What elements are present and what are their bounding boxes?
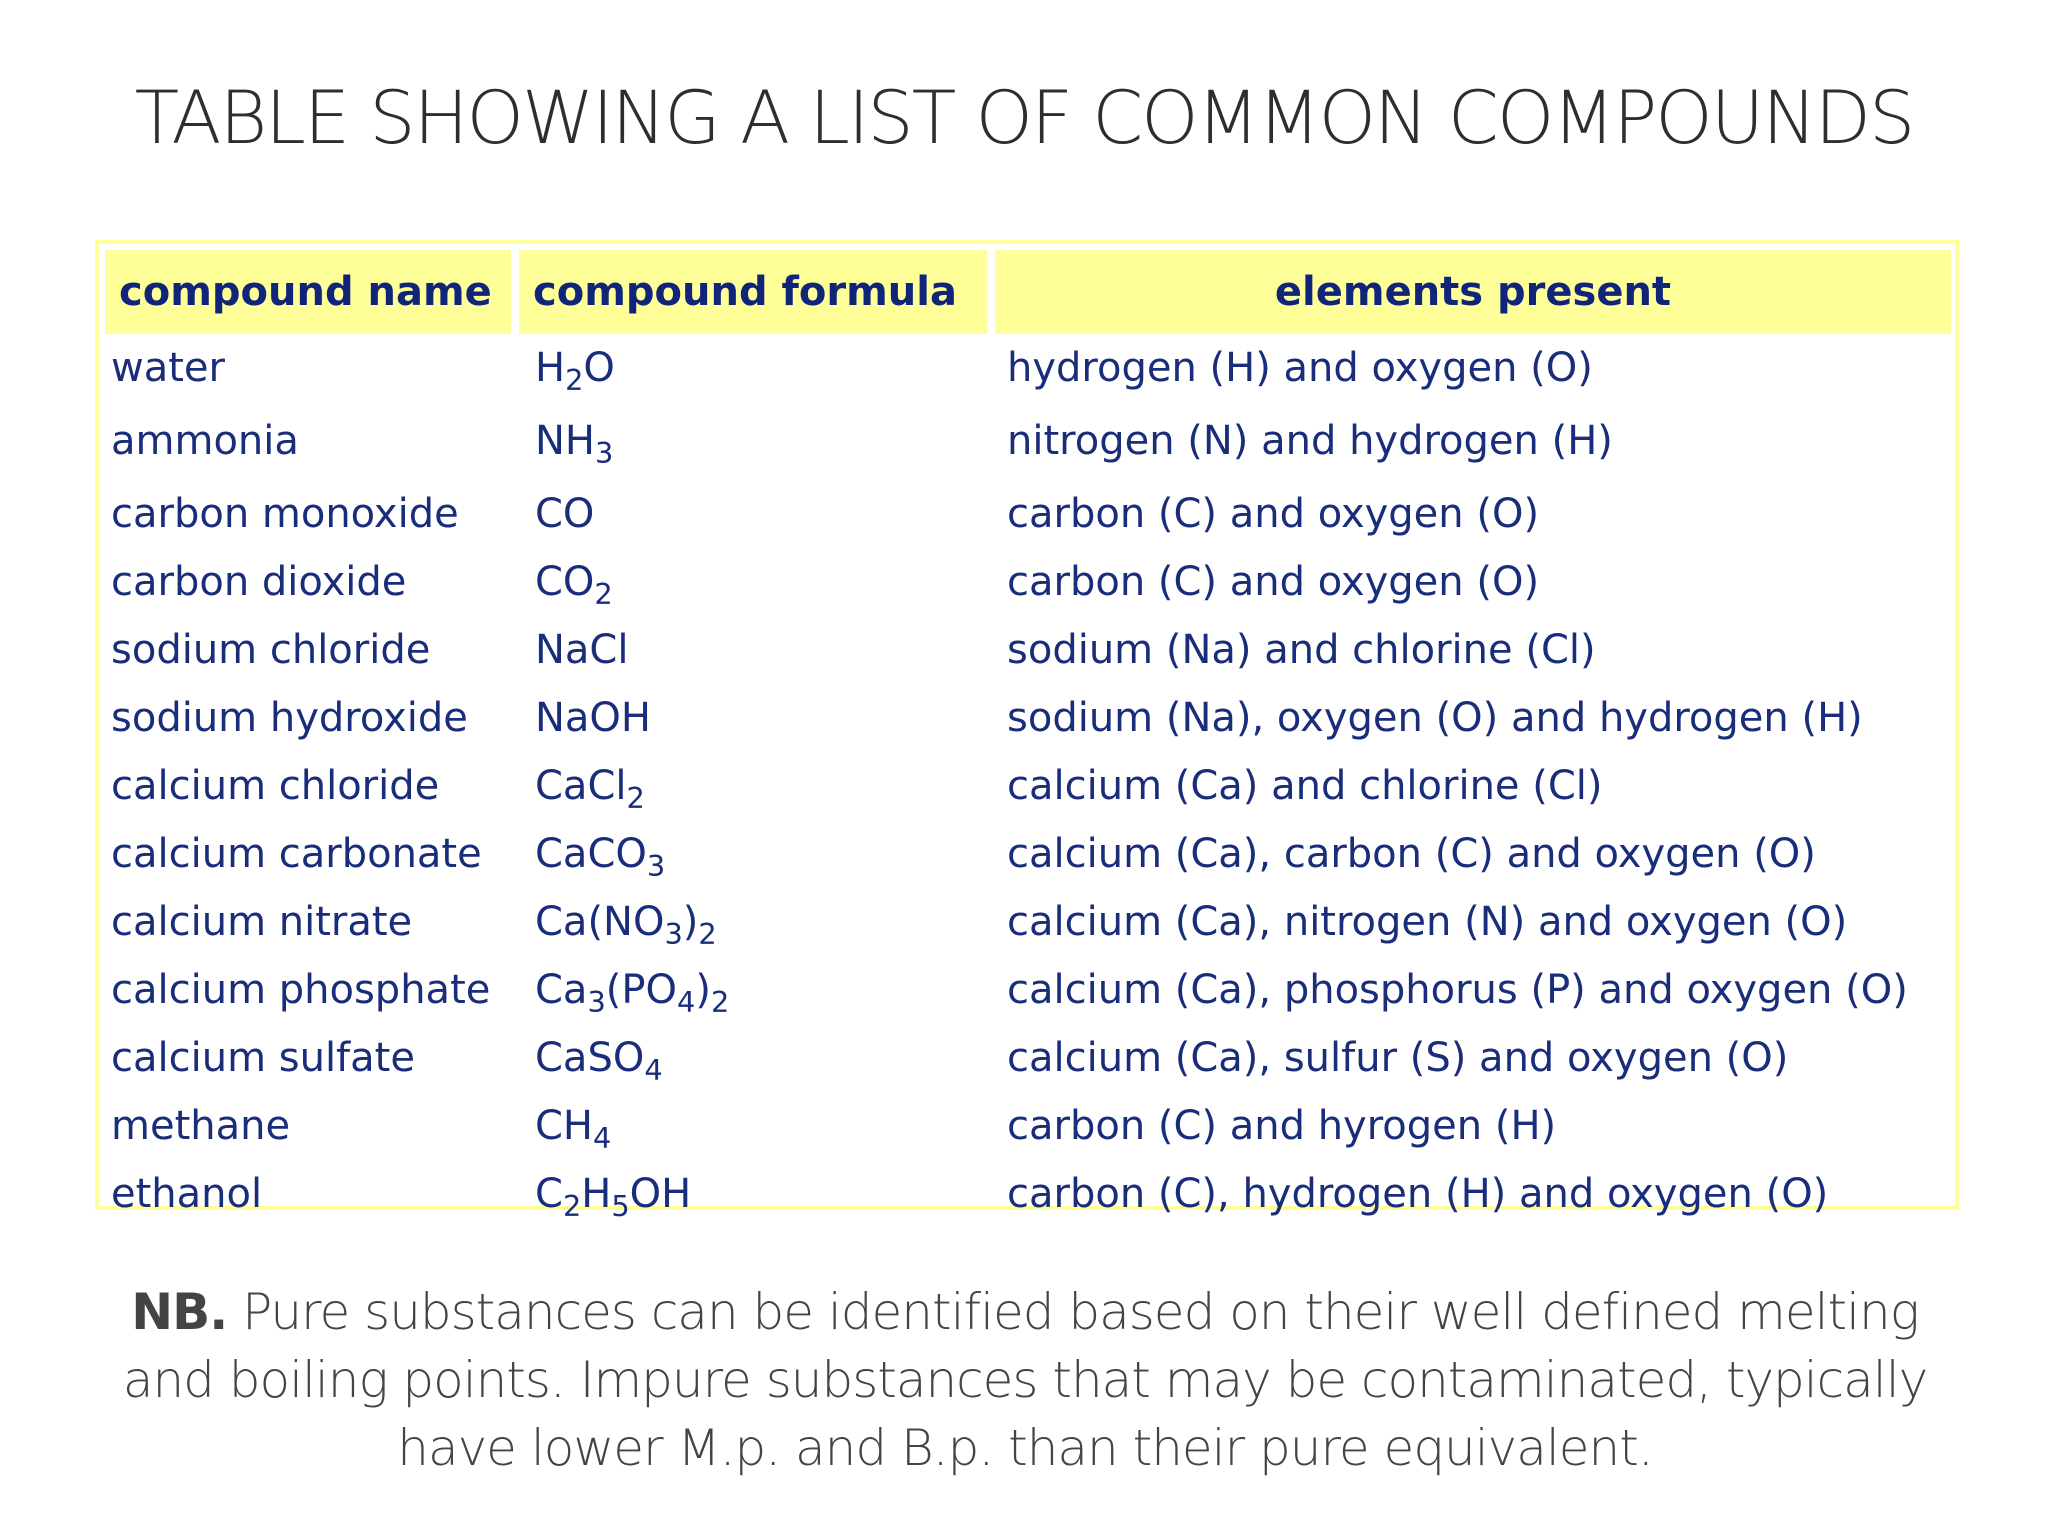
- compound-formula-cell: [519, 888, 995, 956]
- formula-subscript: 2: [562, 1189, 582, 1224]
- compound-formula-cell: [519, 956, 995, 1024]
- nb-label: NB.: [131, 1283, 228, 1341]
- formula-subscript: 3: [587, 985, 606, 1020]
- formula-symbol: H: [581, 1171, 612, 1217]
- formula-symbol: CO: [535, 559, 595, 605]
- table-row: [105, 480, 1951, 548]
- compound-name-cell: sodium chloride: [111, 627, 431, 673]
- formula-subscript: 2: [594, 577, 613, 612]
- elements-present-cell: sodium (Na), oxygen (O) and hydrogen (H): [1007, 695, 1863, 741]
- formula-subscript: 3: [664, 917, 683, 952]
- formula-symbol: NH: [535, 418, 595, 464]
- compound-name-cell: calcium nitrate: [111, 899, 413, 945]
- table-row: [105, 956, 1951, 1024]
- compound-name-cell: calcium chloride: [111, 763, 440, 809]
- compound-name-cell: carbon dioxide: [111, 559, 407, 605]
- formula-subscript: 2: [565, 363, 584, 398]
- table-row: [105, 1160, 1951, 1228]
- elements-present-cell: carbon (C) and hyrogen (H): [1007, 1103, 1557, 1149]
- header-compound-name: compound name: [105, 250, 519, 334]
- compound-name-cell: ethanol: [111, 1171, 263, 1217]
- elements-present-cell: calcium (Ca), phosphorus (P) and oxygen (O): [1007, 967, 1908, 1013]
- formula-symbol: CaSO: [535, 1035, 645, 1081]
- elements-present-cell: carbon (C), hydrogen (H) and oxygen (O): [1007, 1171, 1829, 1217]
- nb-note: [100, 1278, 1950, 1482]
- elements-present-cell: hydrogen (H) and oxygen (O): [1007, 345, 1593, 391]
- formula-symbol: ): [695, 967, 711, 1013]
- formula-symbol: CO: [535, 491, 595, 537]
- elements-present-cell: calcium (Ca), carbon (C) and oxygen (O): [1007, 831, 1816, 877]
- formula-symbol: (PO: [605, 967, 677, 1013]
- elements-present-cell: carbon (C) and oxygen (O): [1007, 559, 1540, 605]
- elements-present-cell: sodium (Na) and chlorine (Cl): [1007, 627, 1596, 673]
- formula-symbol: H: [535, 345, 566, 391]
- formula-symbol: CaCO: [535, 831, 647, 877]
- table-row: [105, 616, 1951, 684]
- elements-present-cell: nitrogen (N) and hydrogen (H): [1007, 418, 1613, 464]
- formula-symbol: NaOH: [535, 695, 651, 741]
- formula-symbol: ): [682, 899, 699, 945]
- table-row: [105, 888, 1951, 956]
- slide-title: TABLE SHOWING A LIST OF COMMON COMPOUNDS: [134, 76, 1914, 161]
- table-row: [105, 402, 1951, 480]
- formula-symbol: OH: [629, 1171, 692, 1217]
- compound-formula-cell: [519, 820, 995, 888]
- formula-symbol: NaCl: [535, 627, 629, 673]
- elements-present-cell: calcium (Ca), sulfur (S) and oxygen (O): [1007, 1035, 1789, 1081]
- compound-name-cell: carbon monoxide: [111, 491, 459, 537]
- formula-symbol: Ca(NO: [535, 899, 665, 945]
- table-row: [105, 334, 1951, 402]
- compound-formula-cell: [519, 1024, 995, 1092]
- compound-formula-cell: [519, 752, 995, 820]
- formula-symbol: Ca: [535, 967, 588, 1013]
- formula-symbol: O: [583, 345, 615, 391]
- table-row: [105, 548, 1951, 616]
- compounds-table: [105, 250, 1951, 1228]
- elements-present-cell: calcium (Ca), nitrogen (N) and oxygen (O): [1007, 899, 1848, 945]
- formula-subscript: 2: [626, 781, 645, 816]
- compound-formula-cell: [519, 616, 995, 684]
- compound-name-cell: calcium carbonate: [111, 831, 482, 877]
- compound-name-cell: methane: [111, 1103, 291, 1149]
- table-body: [105, 334, 1951, 1228]
- compound-name-cell: ammonia: [111, 418, 299, 464]
- compound-formula-cell: [519, 480, 995, 548]
- formula-subscript: 4: [677, 985, 696, 1020]
- compound-name-cell: sodium hydroxide: [111, 695, 468, 741]
- compound-formula-cell: [519, 684, 995, 752]
- table-row: [105, 752, 1951, 820]
- compound-formula-cell: [519, 1160, 995, 1228]
- compound-formula-cell: [519, 334, 995, 402]
- formula-symbol: C: [535, 1171, 563, 1217]
- header-elements-present: elements present: [995, 250, 1951, 334]
- elements-present-cell: carbon (C) and oxygen (O): [1007, 491, 1540, 537]
- formula-subscript: 4: [644, 1053, 663, 1088]
- compound-name-cell: calcium sulfate: [111, 1035, 415, 1081]
- table-row: [105, 1024, 1951, 1092]
- compound-name-cell: water: [111, 345, 225, 391]
- table-row: [105, 684, 1951, 752]
- nb-text: Pure substances can be identified based on their well defined melting and boiling points. Impure substances that may be contaminated, typically have lower M.p. and B.p. than their pure equivalent.: [122, 1283, 1928, 1477]
- formula-subscript: 3: [646, 849, 666, 884]
- header-compound-formula: compound formula: [519, 250, 995, 334]
- compound-formula-cell: [519, 548, 995, 616]
- compounds-table-frame: [95, 240, 1959, 1224]
- formula-subscript: 4: [593, 1121, 612, 1156]
- table-header-row: [105, 250, 1951, 334]
- formula-subscript: 3: [595, 436, 614, 471]
- formula-subscript: 2: [710, 985, 730, 1020]
- formula-symbol: CH: [535, 1103, 594, 1149]
- table-row: [105, 820, 1951, 888]
- compound-formula-cell: [519, 402, 995, 480]
- formula-subscript: 5: [611, 1189, 630, 1224]
- compound-formula-cell: [519, 1092, 995, 1160]
- elements-present-cell: calcium (Ca) and chlorine (Cl): [1007, 763, 1603, 809]
- table-row: [105, 1092, 1951, 1160]
- formula-symbol: CaCl: [535, 763, 627, 809]
- formula-subscript: 2: [698, 917, 717, 952]
- compound-name-cell: calcium phosphate: [111, 967, 491, 1013]
